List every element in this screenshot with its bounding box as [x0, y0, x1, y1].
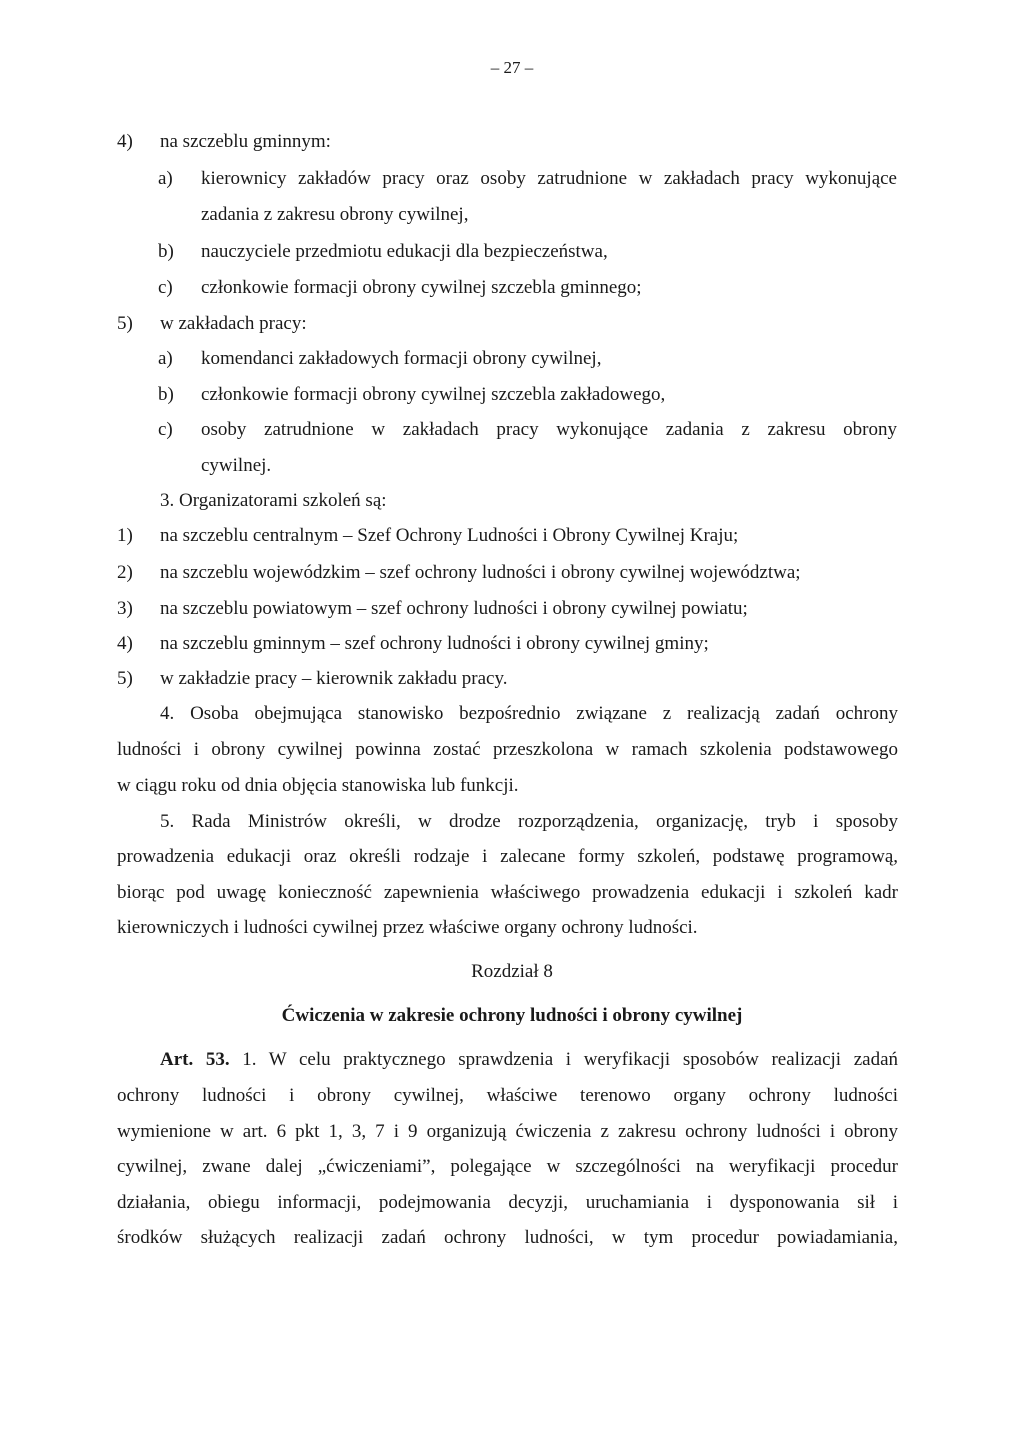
- article-label: Art. 53.: [160, 1049, 230, 1070]
- section-4a-line2: zadania z zakresu obrony cywilnej,: [201, 204, 469, 225]
- para-3-item-4-text: na szczeblu gminnym – szef ochrony ludności i obrony cywilnej gminy;: [160, 633, 709, 654]
- para-4-line1: 4. Osoba obejmująca stanowisko bezpośrednio związane z realizacją zadań ochrony: [160, 703, 898, 724]
- section-5-text: w zakładach pracy:: [160, 313, 307, 334]
- section-5c-line2: cywilnej.: [201, 455, 272, 476]
- article-53: [160, 1048, 898, 1072]
- para-3-item-5-number: 5): [117, 668, 133, 689]
- para-5-line2: prowadzenia edukacji oraz określi rodzaje i zalecane formy szkoleń, podstawę programową,: [117, 846, 898, 867]
- para-3-intro: 3. Organizatorami szkoleń są:: [160, 490, 387, 511]
- para-3-item-1-text: na szczeblu centralnym – Szef Ochrony Ludności i Obrony Cywilnej Kraju;: [160, 525, 739, 546]
- para-3-item-3-text: na szczeblu powiatowym – szef ochrony ludności i obrony cywilnej powiatu;: [160, 598, 748, 619]
- section-4c-number: c): [158, 277, 173, 298]
- para-4-line2: ludności i obrony cywilnej powinna zostać przeszkolona w ramach szkolenia podstawowego: [117, 739, 898, 760]
- para-3-item-3-number: 3): [117, 598, 133, 619]
- page-number: – 27 –: [490, 58, 534, 77]
- para-3-item-4-number: 4): [117, 633, 133, 654]
- section-5a-text: komendanci zakładowych formacji obrony cywilnej,: [201, 348, 602, 369]
- section-5-number: 5): [117, 313, 133, 334]
- section-5b-text: członkowie formacji obrony cywilnej szczebla zakładowego,: [201, 384, 666, 405]
- chapter-title: Ćwiczenia w zakresie ochrony ludności i obrony cywilnej: [281, 1005, 743, 1026]
- section-5c-line1: osoby zatrudnione w zakładach pracy wykonujące zadania z zakresu obrony: [201, 419, 897, 440]
- article-53-line1: 1. W celu praktycznego sprawdzenia i weryfikacji sposobów realizacji zadań: [242, 1049, 898, 1070]
- para-5-line4: kierowniczych i ludności cywilnej przez właściwe organy ochrony ludności.: [117, 917, 698, 938]
- para-5-line3: biorąc pod uwagę konieczność zapewnienia właściwego prowadzenia edukacji i szkoleń kadr: [117, 882, 898, 903]
- section-4a-number: a): [158, 168, 173, 189]
- article-53-line6: środków służących realizacji zadań ochrony ludności, w tym procedur powiadamiania,: [117, 1227, 898, 1248]
- para-3-item-2-text: na szczeblu wojewódzkim – szef ochrony ludności i obrony cywilnej województwa;: [160, 562, 801, 583]
- article-53-line3: wymienione w art. 6 pkt 1, 3, 7 i 9 organizują ćwiczenia z zakresu ochrony ludności i obrony: [117, 1121, 898, 1142]
- para-3-item-2-number: 2): [117, 562, 133, 583]
- article-53-line2: ochrony ludności i obrony cywilnej, właściwe terenowo organy ochrony ludności: [117, 1085, 898, 1106]
- chapter-heading: Rozdział 8: [471, 961, 553, 982]
- section-4b-text: nauczyciele przedmiotu edukacji dla bezpieczeństwa,: [201, 241, 608, 262]
- para-5-line1: 5. Rada Ministrów określi, w drodze rozporządzenia, organizację, tryb i sposoby: [160, 811, 898, 832]
- article-53-line5: działania, obiegu informacji, podejmowania decyzji, uruchamiania i dysponowania sił i: [117, 1192, 898, 1213]
- section-5b-number: b): [158, 384, 174, 405]
- section-5c-number: c): [158, 419, 173, 440]
- section-4a-line1: kierownicy zakładów pracy oraz osoby zatrudnione w zakładach pracy wykonujące: [201, 168, 897, 189]
- para-3-item-5-text: w zakładzie pracy – kierownik zakładu pracy.: [160, 668, 508, 689]
- para-3-item-1-number: 1): [117, 525, 133, 546]
- section-5a-number: a): [158, 348, 173, 369]
- section-4b-number: b): [158, 241, 174, 262]
- section-4-text: na szczeblu gminnym:: [160, 131, 331, 152]
- section-4-number: 4): [117, 131, 133, 152]
- article-53-line4: cywilnej, zwane dalej „ćwiczeniami”, polegające w szczególności na weryfikacji procedur: [117, 1156, 898, 1177]
- section-4c-text: członkowie formacji obrony cywilnej szczebla gminnego;: [201, 277, 642, 298]
- para-4-line3: w ciągu roku od dnia objęcia stanowiska lub funkcji.: [117, 775, 519, 796]
